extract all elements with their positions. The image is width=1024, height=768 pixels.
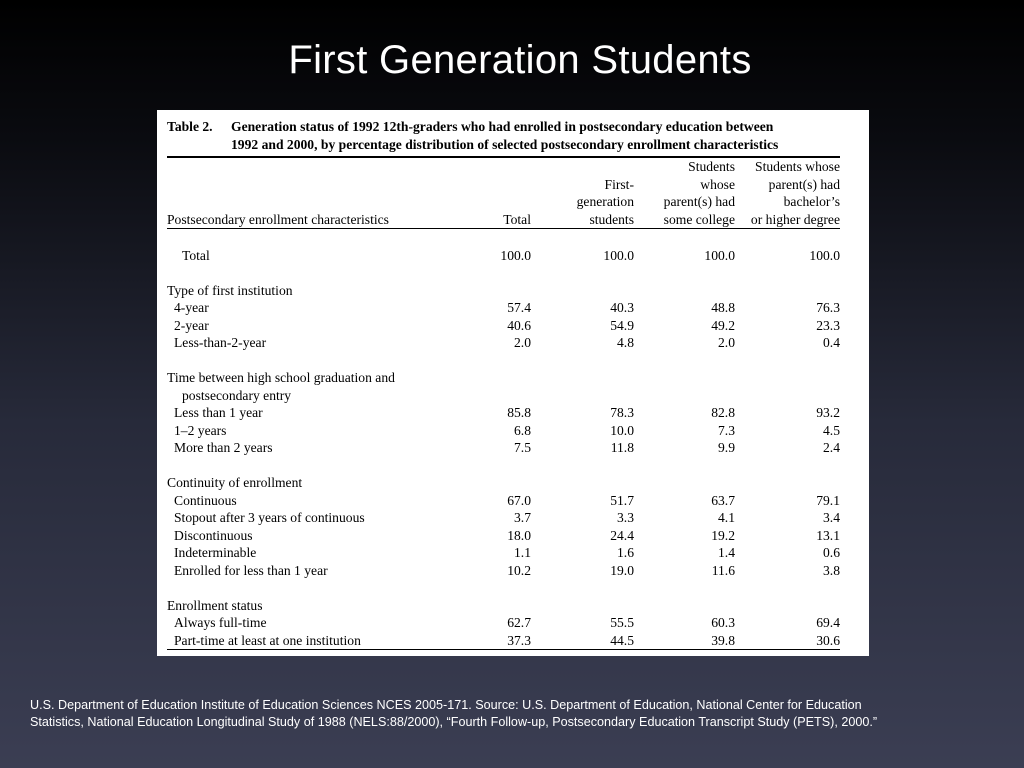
table-row xyxy=(167,404,840,422)
cell-value: 60.3 xyxy=(711,615,735,630)
cell-value: 67.0 xyxy=(507,492,531,508)
cell-value: 13.1 xyxy=(816,527,840,543)
data-table xyxy=(167,158,840,650)
cell-value: 10.2 xyxy=(507,562,531,578)
cell-value: 19.2 xyxy=(711,527,735,543)
cell-value: 51.7 xyxy=(610,492,634,508)
cell-value: 2.0 xyxy=(718,335,735,350)
row-label: More than 2 years xyxy=(174,440,273,455)
group-title: Enrollment status xyxy=(167,597,263,613)
row-label: 4-year xyxy=(174,300,209,315)
header-first-gen-2: generation xyxy=(576,194,634,209)
header-bachelors-4: or higher degree xyxy=(750,211,840,227)
cell-value: 49.2 xyxy=(711,317,735,333)
group-title: postsecondary entry xyxy=(182,387,292,403)
row-label: Always full-time xyxy=(174,615,267,630)
cell-value: 100.0 xyxy=(500,247,531,263)
cell-value: 3.3 xyxy=(617,510,634,525)
row-label: Less than 1 year xyxy=(174,405,263,420)
table-row xyxy=(167,509,840,527)
row-label: Less-than-2-year xyxy=(174,335,267,350)
table-row xyxy=(167,614,840,632)
cell-value: 7.3 xyxy=(718,422,735,438)
cell-value: 82.8 xyxy=(711,405,735,420)
table-row xyxy=(167,492,840,510)
cell-value: 63.7 xyxy=(711,492,735,508)
cell-value: 23.3 xyxy=(816,317,840,333)
cell-value: 24.4 xyxy=(610,527,634,543)
cell-value: 69.4 xyxy=(816,615,840,630)
cell-value: 100.0 xyxy=(809,247,840,263)
cell-value: 3.7 xyxy=(514,510,531,525)
table-row xyxy=(167,299,840,317)
header-bachelors-3: bachelor’s xyxy=(783,194,840,209)
cell-value: 93.2 xyxy=(816,405,840,420)
header-some-college-1: Students xyxy=(688,159,735,174)
cell-value: 85.8 xyxy=(507,405,531,420)
header-total: Total xyxy=(503,211,531,227)
table-row xyxy=(167,334,840,352)
cell-value: 48.8 xyxy=(711,300,735,315)
slide-title: First Generation Students xyxy=(288,38,752,82)
cell-value: 37.3 xyxy=(507,632,531,648)
table-row xyxy=(167,632,840,650)
group-title: Type of first institution xyxy=(167,282,293,298)
cell-value: 54.9 xyxy=(610,317,634,333)
header-first-gen-3: students xyxy=(589,211,634,227)
cell-value: 10.0 xyxy=(610,422,634,438)
row-label: Enrolled for less than 1 year xyxy=(174,562,328,578)
table-row xyxy=(167,439,840,457)
caption-line-1: Generation status of 1992 12th-graders who had enrolled in postsecondary education between xyxy=(231,119,774,134)
source-footnote xyxy=(30,697,1010,731)
cell-value: 0.4 xyxy=(823,335,840,350)
header-characteristics: Postsecondary enrollment characteristics xyxy=(167,211,389,227)
cell-value: 11.8 xyxy=(610,440,634,455)
cell-value: 55.5 xyxy=(610,615,634,630)
cell-value: 11.6 xyxy=(711,562,735,578)
table-caption xyxy=(167,118,847,154)
group-title: Continuity of enrollment xyxy=(167,475,303,490)
cell-value: 76.3 xyxy=(816,300,840,315)
cell-value: 4.1 xyxy=(718,510,735,525)
group-title: Time between high school graduation and xyxy=(167,370,395,385)
cell-value: 44.5 xyxy=(610,632,634,648)
cell-value: 100.0 xyxy=(603,247,634,263)
total-row xyxy=(167,247,840,265)
cell-value: 100.0 xyxy=(704,247,735,263)
table-image xyxy=(157,110,869,656)
cell-value: 18.0 xyxy=(507,527,531,543)
row-label: Continuous xyxy=(174,492,237,508)
table-row xyxy=(167,422,840,440)
row-label: Indeterminable xyxy=(174,545,257,560)
row-label: 2-year xyxy=(174,317,209,333)
cell-value: 9.9 xyxy=(718,440,735,455)
cell-value: 6.8 xyxy=(514,422,531,438)
cell-value: 2.0 xyxy=(514,335,531,350)
cell-value: 79.1 xyxy=(816,492,840,508)
cell-value: 40.6 xyxy=(507,317,531,333)
table-row xyxy=(167,317,840,335)
header-bachelors-1: Students whose xyxy=(755,159,840,174)
cell-value: 7.5 xyxy=(514,440,531,455)
row-label: Part-time at least at one institution xyxy=(174,632,361,648)
cell-value: 78.3 xyxy=(610,405,634,420)
header-some-college-2: whose xyxy=(700,176,735,192)
cell-value: 0.6 xyxy=(823,545,840,560)
row-label: Discontinuous xyxy=(174,527,253,543)
cell-value: 1.6 xyxy=(617,545,634,560)
cell-value: 19.0 xyxy=(610,562,634,578)
cell-value: 62.7 xyxy=(507,615,531,630)
row-label: Total xyxy=(182,247,210,263)
cell-value: 2.4 xyxy=(823,440,840,455)
cell-value: 4.5 xyxy=(823,422,840,438)
cell-value: 40.3 xyxy=(610,300,634,315)
table-row xyxy=(167,562,840,580)
table-label: Table 2. xyxy=(167,119,213,134)
row-label: Stopout after 3 years of continuous xyxy=(174,510,365,525)
row-label: 1–2 years xyxy=(174,422,227,438)
cell-value: 39.8 xyxy=(711,632,735,648)
cell-value: 1.1 xyxy=(514,545,531,560)
footnote-line-1: U.S. Department of Education Institute of Education Sciences NCES 2005-171. Source: U.S. Department of Education, National Center for Education xyxy=(30,698,862,712)
table-row xyxy=(167,527,840,545)
cell-value: 3.4 xyxy=(823,510,840,525)
cell-value: 57.4 xyxy=(507,300,531,315)
cell-value: 4.8 xyxy=(617,335,634,350)
caption-line-2: 1992 and 2000, by percentage distribution of selected postsecondary enrollment characteristics xyxy=(231,137,779,152)
table-row xyxy=(167,544,840,562)
cell-value: 30.6 xyxy=(816,632,840,648)
header-some-college-4: some college xyxy=(663,211,735,227)
cell-value: 3.8 xyxy=(823,562,840,578)
header-some-college-3: parent(s) had xyxy=(663,194,735,209)
header-first-gen-1: First- xyxy=(604,176,634,192)
cell-value: 1.4 xyxy=(718,545,735,560)
header-bachelors-2: parent(s) had xyxy=(768,176,840,192)
footnote-line-2: Statistics, National Education Longitudinal Study of 1988 (NELS:88/2000), “Fourth Follow-up, Postsecondary Education Transcript Study (PETS), 2000.” xyxy=(30,715,878,729)
